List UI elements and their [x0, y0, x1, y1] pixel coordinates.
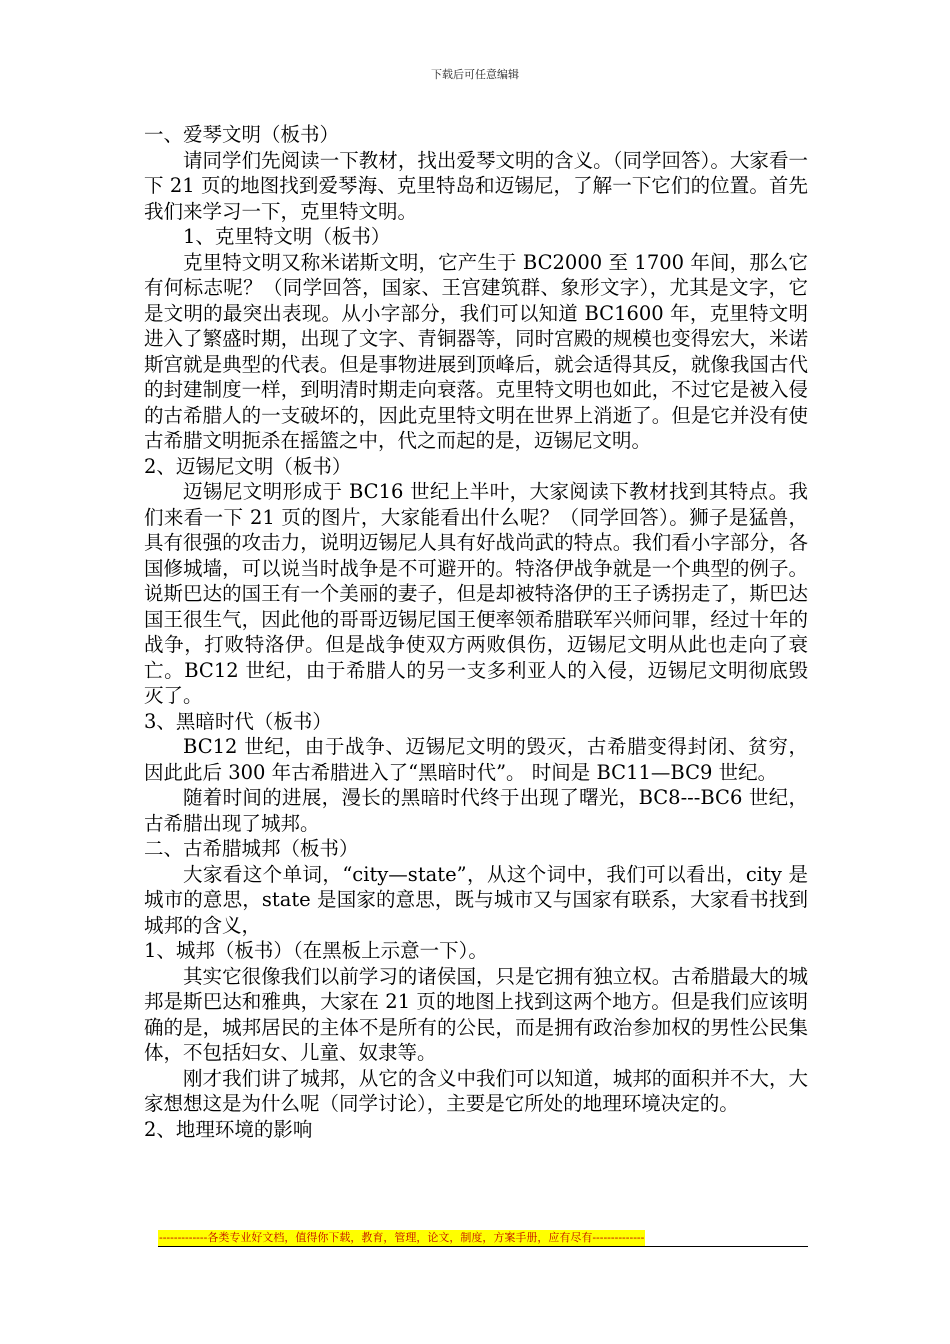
- subsection-heading: 2、迈锡尼文明（板书）: [144, 454, 352, 478]
- paragraph: 大家看这个单词，“city—state”，从这个词中，我们可以看出，city 是城市的意思，state 是国家的意思，既与城市又与国家有联系，大家看书找到城邦的含义，: [144, 862, 808, 937]
- subsection-heading: 3、黑暗时代（板书）: [144, 709, 332, 733]
- page-header: 下载后可任意编辑: [431, 68, 519, 81]
- paragraph: 刚才我们讲了城邦，从它的含义中我们可以知道，城邦的面积并不大，大家想想这是为什么呢（同学讨论），主要是它所处的地理环境决定的。: [144, 1066, 808, 1115]
- subsection-heading: 1、城邦（板书）（在黑板上示意一下）。: [144, 939, 488, 962]
- section-heading: 一、爱琴文明（板书）: [144, 123, 340, 146]
- subsection-heading: 2、地理环境的影响: [144, 1117, 313, 1141]
- paragraph: 请同学们先阅读一下教材，找出爱琴文明的含义。（同学回答）。大家看一下 21 页的地图找到爱琴海、克里特岛和迈锡尼，了解一下它们的位置。首先我们来学习一下，克里特文明。: [144, 148, 808, 223]
- subsection-heading: 1、克里特文明（板书）: [183, 225, 391, 248]
- page-footer: [158, 1226, 808, 1247]
- paragraph: 随着时间的进展，漫长的黑暗时代终于出现了曙光，BC8---BC6 世纪，古希腊出现了城邦。: [144, 786, 808, 835]
- paragraph: BC12 世纪，由于战争、迈锡尼文明的毁灭，古希腊变得封闭、贫穷，因此此后 300 年古希腊进入了“黑暗时代”。 时间是 BC11—BC9 世纪。: [144, 735, 808, 784]
- paragraph: 迈锡尼文明形成于 BC16 世纪上半叶，大家阅读下教材找到其特点。我们来看一下 21 页的图片，大家能看出什么呢？（同学回答）。狮子是猛兽，具有很强的攻击力，说明迈锡尼人具有好战尚武的特点。我们看小字部分，各国修城墙，可以说当时战争是不可避开的。特洛伊战争就是一个典型的例子。说斯巴达的国王有一个美丽的妻子，但是却被特洛伊的王子诱拐走了，斯巴达国王很生气，因此他的哥哥迈锡尼国王便率领希腊联军兴师问罪，经过十年的战争，打败特洛伊。但是战争使双方两败俱伤，迈锡尼文明从此也走向了衰亡。BC12 世纪，由于希腊人的另一支多利亚人的入侵，迈锡尼文明彻底毁灭了。: [144, 480, 808, 707]
- footer-banner: -------------各类专业好文档，值得你下载，教育，管理，论文，制度，方案手册，应有尽有--------------: [159, 1231, 645, 1244]
- section-heading: 二、古希腊城邦（板书）: [144, 837, 359, 860]
- paragraph: 克里特文明又称米诺斯文明，它产生于 BC2000 至 1700 年间，那么它有何标志呢？（同学回答，国家、王宫建筑群、象形文字），尤其是文字，它是文明的最突出表现。从小字部分，我们可以知道 BC1600 年，克里特文明进入了繁盛时期，出现了文字、青铜器等，同时宫殿的规模也变得宏大，米诺斯宫就是典型的代表。但是事物进展到顶峰后，就会适得其反，就像我国古代的封建制度一样，到明清时期走向衰落。克里特文明也如此，不过它是被入侵的古希腊人的一支破坏的，因此克里特文明在世界上消逝了。但是它并没有使古希腊文明扼杀在摇篮之中，代之而起的是，迈锡尼文明。: [144, 250, 808, 452]
- paragraph: 其实它很像我们以前学习的诸侯国，只是它拥有独立权。古希腊最大的城邦是斯巴达和雅典，大家在 21 页的地图上找到这两个地方。但是我们应该明确的是，城邦居民的主体不是所有的公民，而是拥有政治参加权的男性公民集体，不包括妇女、儿童、奴隶等。: [144, 964, 808, 1064]
- document-body: [144, 122, 808, 1142]
